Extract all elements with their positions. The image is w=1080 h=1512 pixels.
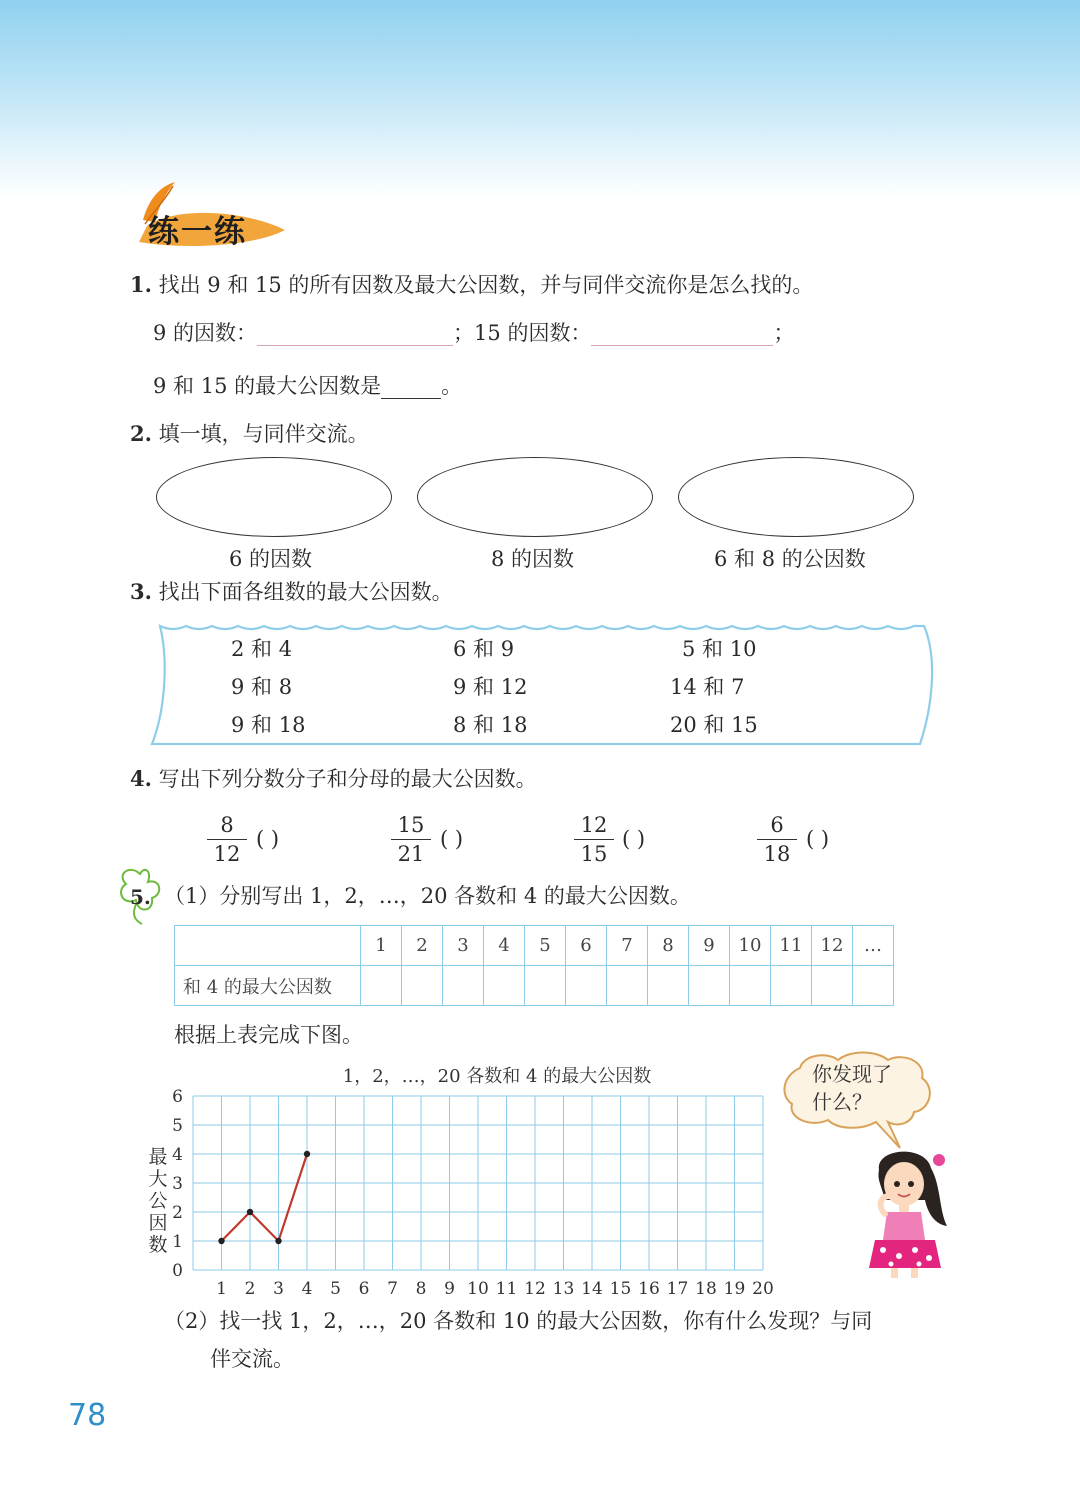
fraction-1-den: 12 (213, 842, 241, 866)
x-tick-label: 19 (723, 1279, 746, 1299)
q4-prompt (130, 766, 537, 792)
data-point (218, 1238, 224, 1244)
table-header-cell: 9 (689, 926, 730, 966)
fraction-3-answer[interactable]: ( ) (622, 827, 646, 851)
fraction-4 (757, 813, 797, 866)
table-answer-cell[interactable] (607, 966, 648, 1006)
gcd-table (174, 925, 894, 1006)
x-tick-label: 3 (273, 1279, 284, 1299)
table-answer-cell[interactable] (525, 966, 566, 1006)
table-header-cell: 1 (361, 926, 402, 966)
data-point (275, 1238, 281, 1244)
table-header-cell: 7 (607, 926, 648, 966)
table-header-row (175, 926, 894, 966)
fraction-1-num: 8 (207, 813, 247, 840)
table-header-cell: … (853, 926, 894, 966)
q1-factors-line (153, 321, 794, 346)
table-header-cell: 11 (771, 926, 812, 966)
pair-r1-c1: 2 和 4 (231, 637, 293, 661)
table-header-cell: 6 (566, 926, 607, 966)
factor15-blank[interactable] (591, 322, 773, 346)
q1-text: 找出 9 和 15 的所有因数及最大公因数，并与同伴交流你是怎么找的。 (158, 273, 814, 297)
table-answer-cell[interactable] (730, 966, 771, 1006)
fraction-4-answer[interactable]: ( ) (806, 827, 830, 851)
y-tick-label: 3 (172, 1174, 183, 1194)
chart-series (218, 1151, 310, 1244)
table-header-cell: 8 (648, 926, 689, 966)
gcd-label: 9 和 15 的最大公因数是 (153, 374, 382, 398)
fraction-2 (391, 813, 431, 866)
x-tick-label: 12 (524, 1279, 546, 1299)
fraction-3 (574, 813, 614, 866)
ellipse-label-6: 6 的因数 (229, 547, 313, 571)
x-tick-label: 17 (666, 1279, 689, 1299)
table-answer-cell[interactable] (484, 966, 525, 1006)
q4-text: 写出下列分数分子和分母的最大公因数。 (158, 767, 537, 791)
table-header-cell: 3 (443, 926, 484, 966)
fraction-2-num: 15 (391, 813, 431, 840)
table-corner-cell (175, 926, 361, 966)
fraction-1 (207, 813, 247, 866)
pair-r2-c2: 9 和 12 (453, 675, 528, 699)
table-answer-cell[interactable] (443, 966, 484, 1006)
y-tick-label: 0 (172, 1261, 183, 1281)
table-header-cell: 4 (484, 926, 525, 966)
q4-number: 4. (130, 766, 152, 791)
chart-ticks (172, 1087, 774, 1299)
y-tick-label: 6 (172, 1087, 183, 1107)
x-tick-label: 14 (581, 1279, 603, 1299)
y-tick-label: 1 (172, 1232, 183, 1252)
q5-part2-line2: 伴交流。 (210, 1347, 294, 1371)
q1-prompt (130, 272, 813, 298)
bubble-line-1: 你发现了 (812, 1062, 892, 1086)
table-answer-cell[interactable] (853, 966, 894, 1006)
y-tick-label: 4 (172, 1145, 183, 1165)
table-header-cell: 5 (525, 926, 566, 966)
series-line (222, 1154, 308, 1241)
table-header-cell: 10 (730, 926, 771, 966)
pair-r3-c1: 9 和 18 (231, 713, 306, 737)
x-tick-label: 2 (244, 1279, 256, 1299)
girl-illustration (855, 1140, 955, 1280)
q3-number: 3. (130, 579, 152, 604)
x-tick-label: 15 (609, 1279, 632, 1299)
sep1: ； (453, 321, 475, 345)
x-tick-label: 5 (330, 1279, 341, 1299)
bubble-line-2: 什么？ (812, 1090, 872, 1114)
fraction-1-answer[interactable]: ( ) (256, 827, 280, 851)
x-tick-label: 1 (216, 1279, 227, 1299)
fraction-3-den: 15 (580, 842, 608, 866)
y-tick-label: 2 (172, 1203, 183, 1223)
table-header-cell: 2 (402, 926, 443, 966)
chart-title: 1，2，…，20 各数和 4 的最大公因数 (342, 1066, 652, 1087)
section-title: 练一练 (148, 214, 247, 250)
chart-y-label: 最大公因数 (148, 1146, 168, 1256)
table-header-cell: 12 (812, 926, 853, 966)
chart-instruction: 根据上表完成下图。 (174, 1023, 363, 1047)
factors-of-8-ellipse[interactable] (417, 457, 653, 537)
x-tick-label: 9 (444, 1279, 455, 1299)
hair-bow-icon (933, 1154, 945, 1166)
data-point (304, 1151, 310, 1157)
table-answer-cell[interactable] (689, 966, 730, 1006)
factor9-label: 9 的因数： (153, 321, 258, 345)
table-answer-cell[interactable] (361, 966, 402, 1006)
pair-r1-c3: 5 和 10 (682, 637, 757, 661)
factor15-label: 15 的因数： (474, 321, 592, 345)
data-point (247, 1209, 253, 1215)
q1-number: 1. (130, 272, 152, 297)
x-tick-label: 8 (415, 1279, 427, 1299)
x-tick-label: 11 (495, 1279, 518, 1299)
fraction-4-num: 6 (757, 813, 797, 840)
q3-text: 找出下面各组数的最大公因数。 (158, 580, 453, 604)
x-tick-label: 13 (552, 1279, 575, 1299)
x-tick-label: 6 (358, 1279, 370, 1299)
ellipse-label-common: 6 和 8 的公因数 (714, 547, 866, 571)
table-answer-cell[interactable] (771, 966, 812, 1006)
pair-r1-c2: 6 和 9 (453, 637, 515, 661)
gcd-blank[interactable] (381, 375, 441, 399)
x-tick-label: 16 (638, 1279, 660, 1299)
q3-prompt (130, 579, 453, 605)
y-tick-label: 5 (172, 1116, 183, 1136)
fraction-4-den: 18 (763, 842, 791, 866)
table-answer-row (175, 966, 894, 1006)
x-tick-label: 4 (301, 1279, 313, 1299)
pair-r2-c1: 9 和 8 (231, 675, 293, 699)
fraction-2-den: 21 (397, 842, 425, 866)
gcd-end: 。 (441, 374, 463, 398)
factor9-blank[interactable] (257, 322, 453, 346)
factors-of-6-ellipse[interactable] (156, 457, 392, 537)
table-answer-cell[interactable] (812, 966, 853, 1006)
ellipse-label-8: 8 的因数 (491, 547, 575, 571)
x-tick-label: 18 (695, 1279, 717, 1299)
x-tick-label: 7 (387, 1279, 398, 1299)
table-row-label: 和 4 的最大公因数 (175, 966, 361, 1006)
fraction-3-num: 12 (574, 813, 614, 840)
sky-header-band (0, 0, 1080, 200)
q5-part1: （1）分别写出 1，2，…，20 各数和 4 的最大公因数。 (164, 884, 691, 908)
table-answer-cell[interactable] (402, 966, 443, 1006)
x-tick-label: 10 (467, 1279, 489, 1299)
pair-r2-c3: 14 和 7 (670, 675, 745, 699)
q5-number: 5. (130, 885, 151, 909)
q1-gcd-line (153, 374, 462, 399)
pair-r3-c3: 20 和 15 (670, 713, 758, 737)
page-number: 78 (68, 1398, 107, 1433)
q2-text: 填一填，与同伴交流。 (158, 422, 369, 446)
sep2: ； (773, 321, 795, 345)
table-answer-cell[interactable] (648, 966, 689, 1006)
common-factors-ellipse[interactable] (678, 457, 914, 537)
q2-prompt (130, 421, 369, 447)
q5-part2-line1: （2）找一找 1，2，…，20 各数和 10 的最大公因数，你有什么发现？与同 (164, 1309, 873, 1333)
gcd-line-chart (140, 1060, 790, 1300)
pair-r3-c2: 8 和 18 (453, 713, 528, 737)
table-answer-cell[interactable] (566, 966, 607, 1006)
fraction-2-answer[interactable]: ( ) (440, 827, 464, 851)
x-tick-label: 20 (752, 1279, 774, 1299)
q2-number: 2. (130, 421, 152, 446)
